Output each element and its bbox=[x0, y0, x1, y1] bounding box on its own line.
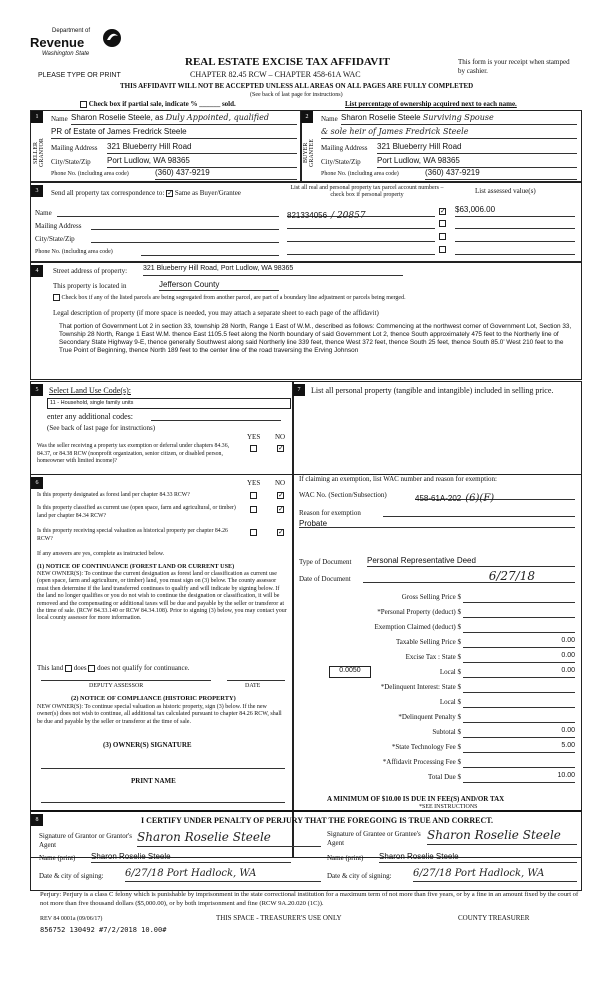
section-8-certification bbox=[30, 810, 582, 891]
tax-row-value[interactable]: 5.00 bbox=[463, 742, 575, 753]
tax-row-label: Local $ bbox=[439, 698, 461, 706]
tax-row-label: Taxable Selling Price $ bbox=[395, 638, 461, 646]
section-6-number: 6 bbox=[31, 477, 43, 489]
if-yes-note: If any answers are yes, complete as instructed below. bbox=[37, 551, 165, 557]
revenue-logo bbox=[30, 28, 122, 64]
yes-header-5: YES bbox=[247, 433, 261, 441]
tax-row bbox=[299, 725, 575, 740]
corr-city-field[interactable] bbox=[91, 233, 279, 243]
rev-number: REV 84 0001a (09/06/17) bbox=[40, 916, 103, 922]
yes-header-6: YES bbox=[247, 479, 261, 487]
tax-row bbox=[299, 590, 575, 605]
seller-name-label: Name bbox=[51, 115, 68, 123]
print-name-label: PRINT NAME bbox=[131, 777, 176, 785]
tax-row-value[interactable] bbox=[463, 712, 575, 723]
tax-row bbox=[299, 740, 575, 755]
section-2-buyer bbox=[300, 110, 582, 182]
buyer-phone-field[interactable]: (360) 437-9219 bbox=[425, 168, 577, 180]
seller-city-field[interactable]: Port Ludlow, WA 98365 bbox=[107, 156, 297, 168]
tax-row-label: *State Technology Fee $ bbox=[391, 743, 461, 751]
tax-row bbox=[299, 755, 575, 770]
tax-rows bbox=[299, 590, 575, 785]
additional-codes-field[interactable] bbox=[151, 410, 281, 421]
land-does-not-label: does not bbox=[97, 664, 121, 672]
buyer-city-field[interactable]: Port Ludlow, WA 98365 bbox=[377, 156, 577, 168]
legal-label: Legal description of property (if more space is needed, you may attach a separate sheet to each page of the affidavit) bbox=[53, 309, 379, 317]
parcel-hand: / 20857 bbox=[331, 211, 366, 221]
parcel-row-2[interactable] bbox=[287, 219, 435, 229]
tax-row-value[interactable]: 10.00 bbox=[463, 772, 575, 783]
q2-current-use: Is this property classified as current use (open space, farm and agricultural, or timber) land per chapter 84.34 RCW? bbox=[37, 505, 236, 519]
tax-row-value[interactable] bbox=[463, 592, 575, 603]
section-1-seller bbox=[30, 110, 302, 182]
q1-no-checkbox[interactable]: ✓ bbox=[278, 491, 284, 499]
doc-date-label: Date of Document bbox=[299, 575, 351, 583]
ownership-list-note: List percentage of ownership acquired next to each name. bbox=[345, 100, 517, 108]
grantor-date-label: Date & city of signing: bbox=[39, 872, 104, 880]
seller-mailing-label: Mailing Address bbox=[51, 144, 98, 152]
reason-field[interactable]: Probate bbox=[299, 519, 328, 528]
receipt-note: This form is your receipt when stamped by cashier. bbox=[458, 58, 570, 75]
parcel-header: List all real and personal property tax parcel account numbers – check box if personal property bbox=[290, 185, 444, 198]
tax-row-value[interactable] bbox=[463, 607, 575, 618]
tax-row-value[interactable]: 0.00 bbox=[463, 652, 575, 663]
reason-label: Reason for exemption bbox=[299, 509, 361, 517]
this-land-label: This land bbox=[37, 664, 64, 672]
notice1-title: (1) NOTICE OF CONTINUANCE (FOREST LAND OR CURRENT USE) bbox=[37, 563, 235, 570]
dept-line-1: Department of bbox=[52, 28, 91, 34]
send-correspondence-label: Send all property tax correspondence to: bbox=[51, 189, 165, 197]
no-header-5: NO bbox=[275, 433, 286, 441]
notice2-text: NEW OWNER(S): To continue special valuation as historic property, sign (3) below. If the new owner(s) does not wish to continue, all additional tax calculated pursuant to chapter 84.26 RCW, shall be due and payable by the seller or transferor at the time of sale. bbox=[37, 704, 282, 725]
tax-row-value[interactable] bbox=[463, 757, 575, 768]
corr-phone-label: Phone No. (including area code) bbox=[35, 249, 113, 255]
corr-mailing-label: Mailing Address bbox=[35, 222, 82, 230]
grantor-sig-label: Signature of Grantor or Grantor's Agent bbox=[39, 832, 133, 849]
notice2-title: (2) NOTICE OF COMPLIANCE (HISTORIC PROPERTY) bbox=[71, 695, 236, 702]
q3-yes-checkbox[interactable] bbox=[250, 529, 257, 536]
tax-row-label: Gross Selling Price $ bbox=[401, 593, 461, 601]
tax-row bbox=[299, 635, 575, 650]
tax-row bbox=[299, 650, 575, 665]
grantee-date-field[interactable]: 6/27/18 Port Hadlock, WA bbox=[413, 868, 577, 882]
assessed-value-3[interactable] bbox=[455, 232, 575, 242]
parcel-4-personal-checkbox[interactable] bbox=[439, 246, 446, 253]
buyer-mailing-label: Mailing Address bbox=[321, 144, 368, 152]
minimum-due-note: A MINIMUM OF $10.00 IS DUE IN FEE(S) AND/OR TAX bbox=[327, 795, 505, 803]
q3-historic: Is this property receiving special valuation as historical property per chapter 84.26 RCW? bbox=[37, 528, 228, 542]
this-land-row bbox=[37, 664, 189, 672]
street-label: Street address of property: bbox=[53, 267, 128, 275]
wac-hand: (6)(F) bbox=[465, 493, 495, 504]
grantee-name-label: Name (print) bbox=[327, 854, 364, 862]
grantor-signature[interactable]: Sharon Roselie Steele bbox=[137, 830, 321, 847]
section-4-number: 4 bbox=[31, 265, 43, 277]
doc-type-label: Type of Document bbox=[299, 558, 352, 566]
tax-row-label: Local $ bbox=[439, 668, 461, 676]
county-field[interactable]: Jefferson County bbox=[159, 280, 279, 291]
buyer-name-field[interactable] bbox=[341, 113, 577, 125]
assessed-value-1[interactable]: $63,006.00 bbox=[455, 205, 575, 217]
buyer-city-label: City/State/Zip bbox=[321, 158, 361, 166]
tax-calculation bbox=[292, 474, 582, 858]
corr-city-label: City/State/Zip bbox=[35, 235, 75, 243]
owner-signature-line[interactable] bbox=[41, 767, 285, 769]
section-3-number: 3 bbox=[31, 185, 43, 197]
tax-row-value[interactable]: 0.00 bbox=[463, 637, 575, 648]
same-as-buyer-checkbox[interactable]: ✓ bbox=[167, 188, 173, 197]
grantor-name-field[interactable]: Sharon Roselie Steele bbox=[91, 852, 291, 863]
additional-codes-label: enter any additional codes: bbox=[47, 412, 133, 421]
corr-phone-field[interactable] bbox=[141, 246, 279, 256]
segregated-label: Check box if any of the listed parcels are being segregated from another parcel, are part of a boundary line adjustment or parcels being merged. bbox=[61, 294, 406, 301]
segregated-row bbox=[53, 294, 406, 301]
parcel-1-personal-checkbox[interactable]: ✓ bbox=[440, 207, 446, 215]
notice1-text: NEW OWNER(S): To continue the current designation as forest land or classification as current use (open space, farm and agriculture, or timber) land, you must sign on (3) below. The county assessor must then determine if the land transferred continues to qualify and will indicate by signing below. If the land no longer qualifies or you do not wish to continue the designation or classification, it will be removed and the compensating or additional taxes will be due and payable by the seller or transferor at the time of sale. (RCW 84.33.140 or RCW 84.34.108). Prior to signing (3) below, you may contact your local county assessor for more information. bbox=[37, 571, 287, 622]
dept-line-3: Washington State bbox=[42, 51, 90, 57]
county-treasurer: COUNTY TREASURER bbox=[458, 914, 530, 922]
section-7-personal-property bbox=[292, 381, 582, 475]
assessed-header: List assessed value(s) bbox=[475, 187, 536, 195]
grantee-date-label: Date & city of signing: bbox=[327, 872, 392, 880]
assessed-value-4[interactable] bbox=[455, 245, 575, 255]
buyer-mailing-field[interactable]: 321 Blueberry Hill Road bbox=[377, 142, 577, 154]
section-3-correspondence bbox=[30, 182, 582, 262]
exemption-intro: If claiming an exemption, list WAC number and reason for exemption: bbox=[299, 475, 497, 483]
section-4-property bbox=[30, 262, 582, 380]
certify-statement: I CERTIFY UNDER PENALTY OF PERJURY THAT THE FOREGOING IS TRUE AND CORRECT. bbox=[141, 816, 494, 825]
q1-yes-checkbox[interactable] bbox=[250, 492, 257, 499]
revenue-swirl-icon bbox=[102, 28, 122, 48]
seller-name-field[interactable] bbox=[71, 113, 297, 125]
buyer-name-hand: Surviving Spouse bbox=[422, 113, 494, 122]
land-use-label: Select Land Use Code(s): bbox=[49, 386, 131, 395]
parcel-3-personal-checkbox[interactable] bbox=[439, 233, 446, 240]
grantee-name-field[interactable]: Sharon Roselie Steele bbox=[379, 852, 577, 863]
wac-field[interactable] bbox=[415, 488, 575, 504]
seller-mailing-field[interactable]: 321 Blueberry Hill Road bbox=[107, 142, 297, 154]
grantor-date-field[interactable]: 6/27/18 Port Hadlock, WA bbox=[125, 868, 321, 882]
tax-row bbox=[299, 605, 575, 620]
county-label: This property is located in bbox=[53, 282, 127, 290]
tax-row-label: *Personal Property (deduct) $ bbox=[377, 608, 461, 616]
partial-sale-row bbox=[80, 100, 236, 108]
section-5-land-use bbox=[30, 381, 294, 475]
section-6-designation bbox=[30, 474, 294, 858]
seller-city-label: City/State/Zip bbox=[51, 158, 91, 166]
q2-no-checkbox[interactable]: ✓ bbox=[278, 505, 284, 513]
seller-name-value: Sharon Roselie Steele, as bbox=[71, 113, 164, 122]
section-1-number: 1 bbox=[31, 111, 43, 123]
section-8-number: 8 bbox=[31, 814, 43, 826]
buyer-name-value: Sharon Roselie Steele bbox=[341, 113, 421, 122]
form-title: REAL ESTATE EXCISE TAX AFFIDAVIT bbox=[185, 56, 390, 68]
corr-mailing-field[interactable] bbox=[91, 220, 279, 230]
partial-sale-label: Check box if partial sale, indicate % ______ sold. bbox=[88, 100, 236, 108]
perjury-statement: Perjury: Perjury is a class C felony which is punishable by imprisonment in the state correctional institution for a maximum term of not more than five years, or by a fine in an amount fixed by the court of not more than five thousand dollars ($5,000.00), or by both imprisonment and fine (RCW 9A.20.020 (1C)). bbox=[40, 891, 579, 907]
corr-name-field[interactable] bbox=[57, 207, 279, 217]
treasurer-space: THIS SPACE - TREASURER'S USE ONLY bbox=[216, 914, 342, 922]
tax-row-label: *Delinquent Interest: State $ bbox=[380, 683, 461, 691]
print-name-line[interactable] bbox=[41, 801, 285, 803]
exemption-no-checkbox[interactable]: ✓ bbox=[278, 444, 284, 452]
qualify-label: qualify for continuance. bbox=[122, 664, 190, 672]
tax-row-value[interactable]: 0.00 bbox=[463, 667, 575, 678]
doc-type-field[interactable]: Personal Representative Deed bbox=[367, 556, 575, 567]
land-use-see-back: (See back of last page for instructions) bbox=[47, 424, 156, 432]
owner-signature-label: (3) OWNER(S) SIGNATURE bbox=[103, 741, 192, 749]
wac-value: 458-61A-202 bbox=[415, 494, 462, 503]
land-does-checkbox[interactable] bbox=[65, 665, 72, 672]
parcel-row-1[interactable] bbox=[287, 205, 435, 221]
tax-row-label: Total Due $ bbox=[428, 773, 461, 781]
assessed-value-2[interactable] bbox=[455, 219, 575, 229]
see-instructions-note: *SEE INSTRUCTIONS bbox=[419, 804, 478, 810]
form-warning: THIS AFFIDAVIT WILL NOT BE ACCEPTED UNLESS ALL AREAS ON ALL PAGES ARE FULLY COMPLETED bbox=[120, 82, 474, 90]
parcel-row-4[interactable] bbox=[287, 245, 435, 255]
land-does-not-checkbox[interactable] bbox=[88, 665, 95, 672]
exemption-question: Was the seller receiving a property tax exemption or deferral under chapters 84.36, 84.37, or 84.38 RCW (nonprofit organization, senior citizen, or disabled person, homeowner with limited income)? bbox=[37, 443, 230, 464]
parcel-2-personal-checkbox[interactable] bbox=[439, 220, 446, 227]
tax-row bbox=[299, 620, 575, 635]
parcel-row-3[interactable] bbox=[287, 232, 435, 242]
tax-row bbox=[299, 665, 575, 680]
buyer-phone-label: Phone No. (including area code) bbox=[321, 171, 399, 177]
tax-row-label: Exemption Claimed (deduct) $ bbox=[374, 623, 461, 631]
legal-description[interactable]: That portion of Government Lot 2 in section 33, township 28 North, Range 1 East of W.M., described as follows: Commencing at the northwest corner of Government Lot, Section 33, Township 28 North, Range 1 East W.M. thence East 1105.5 feet along the North boundary of said Government Lot 2, thence South approximately 475 feet to the Northerly line of Secondary State Highway 9-E, thence generally Southwest along said Northerly line 339 feet, thence West 372 feet, thence South 25 feet, thence South 85.0' West 210 feet to the True Point of Beginning, thence North 189 feet to the center line of the road traversing the Erving Johnson bbox=[59, 323, 572, 354]
dept-line-2: Revenue bbox=[30, 35, 85, 50]
personal-property-label: List all personal property (tangible and intangible) included in selling price. bbox=[311, 386, 554, 395]
exemption-yes-checkbox[interactable] bbox=[250, 445, 257, 452]
seller-phone-field[interactable]: (360) 437-9219 bbox=[155, 168, 297, 180]
cashier-stamp: 856752 130492 #7/2/2018 10.00# bbox=[40, 926, 167, 934]
seller-side-label: SELLER GRANTOR bbox=[33, 138, 45, 168]
deputy-assessor-line[interactable] bbox=[41, 679, 211, 681]
reason-line-2 bbox=[299, 526, 575, 528]
local-rate-field[interactable]: 0.0050 bbox=[329, 666, 371, 678]
parcel-number: 821334056 bbox=[287, 211, 328, 220]
corr-name-label: Name bbox=[35, 209, 52, 217]
tax-row-value[interactable] bbox=[463, 622, 575, 633]
deputy-date-line[interactable] bbox=[227, 679, 285, 681]
section-5-number: 5 bbox=[31, 384, 43, 396]
form-chapter: CHAPTER 82.45 RCW – CHAPTER 458-61A WAC bbox=[190, 70, 361, 79]
tax-row-label: *Affidavit Processing Fee $ bbox=[382, 758, 461, 766]
deputy-assessor-label: DEPUTY ASSESSOR bbox=[89, 683, 144, 689]
street-field[interactable]: 321 Blueberry Hill Road, Port Ludlow, WA 98365 bbox=[143, 265, 403, 276]
same-as-buyer-label: Same as Buyer/Grantee bbox=[174, 189, 241, 197]
segregated-checkbox[interactable] bbox=[53, 294, 60, 301]
section-2-number: 2 bbox=[301, 111, 313, 123]
buyer-side-label: BUYER GRANTEE bbox=[303, 139, 315, 167]
tax-row-label: *Delinquent Penalty $ bbox=[398, 713, 461, 721]
doc-date-field[interactable]: 6/27/18 bbox=[363, 569, 575, 583]
q1-forest: Is this property designated as forest land per chapter 84.33 RCW? bbox=[37, 492, 190, 498]
grantee-sig-label: Signature of Grantee or Grantee's Agent bbox=[327, 830, 421, 847]
grantor-name-label: Name (print) bbox=[39, 854, 76, 862]
partial-sale-checkbox[interactable] bbox=[80, 101, 87, 108]
send-correspondence-row bbox=[51, 189, 241, 197]
tax-row bbox=[299, 680, 575, 695]
wac-label: WAC No. (Section/Subsection) bbox=[299, 491, 387, 499]
tax-row-value[interactable]: 0.00 bbox=[463, 727, 575, 738]
grantee-signature[interactable]: Sharon Roselie Steele bbox=[427, 828, 577, 845]
tax-row-label: Excise Tax : State $ bbox=[405, 653, 461, 661]
seller-name-hand: Duly Appointed, qualified bbox=[165, 113, 269, 122]
buyer-name-label: Name bbox=[321, 115, 338, 123]
seller-name-line2[interactable]: PR of Estate of James Fredrick Steele bbox=[51, 127, 297, 139]
land-use-select[interactable]: 11 - Household, single family units bbox=[47, 398, 291, 409]
see-back-note: (See back of last page for instructions) bbox=[250, 92, 343, 98]
section-7-number: 7 bbox=[293, 384, 305, 396]
reason-line bbox=[383, 507, 575, 517]
tax-row-value[interactable] bbox=[463, 697, 575, 708]
tax-row-label: Subtotal $ bbox=[432, 728, 461, 736]
please-type: PLEASE TYPE OR PRINT bbox=[38, 72, 121, 79]
seller-phone-label: Phone No. (including area code) bbox=[51, 171, 129, 177]
tax-row bbox=[299, 710, 575, 725]
land-does-label: does bbox=[73, 664, 87, 672]
tax-row bbox=[299, 770, 575, 785]
tax-row-value[interactable] bbox=[463, 682, 575, 693]
deputy-date-label: DATE bbox=[245, 683, 261, 689]
q3-no-checkbox[interactable]: ✓ bbox=[278, 528, 284, 536]
no-header-6: NO bbox=[275, 479, 286, 487]
tax-row bbox=[299, 695, 575, 710]
q2-yes-checkbox[interactable] bbox=[250, 506, 257, 513]
buyer-name-line2[interactable]: & sole heir of James Fredrick Steele bbox=[321, 127, 577, 139]
